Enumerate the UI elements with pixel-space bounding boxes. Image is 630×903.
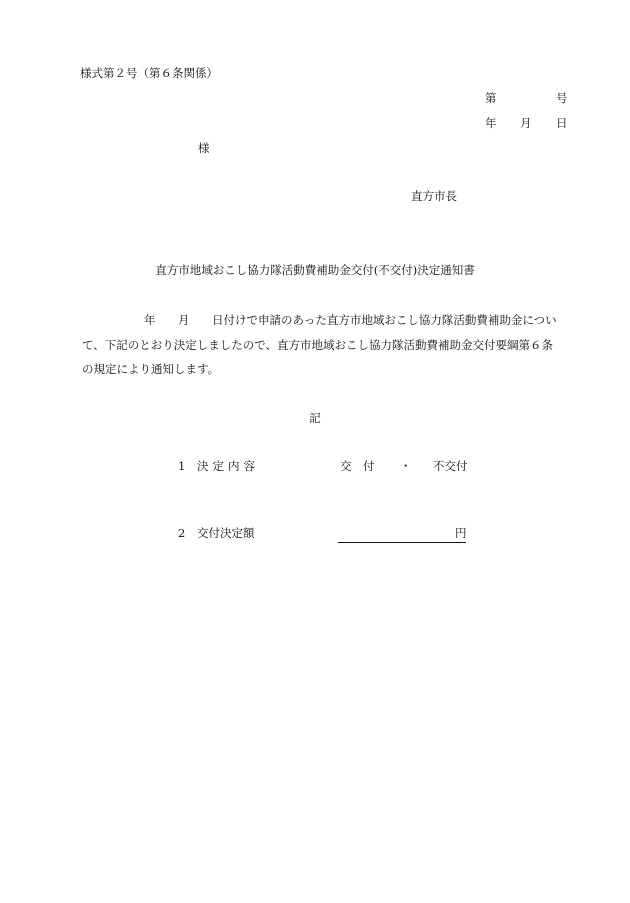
amount-underline	[338, 542, 466, 543]
addressee-suffix: 様	[198, 141, 210, 155]
item1-option-nongrant: 不交付	[433, 459, 468, 473]
item1-label: 決定内容	[197, 459, 259, 473]
body-line3: の規定により通知します。	[82, 362, 220, 376]
date-day: 日	[556, 116, 568, 130]
item1-number: 1	[178, 459, 186, 473]
issuer-name: 直方市長	[411, 189, 457, 203]
number-prefix: 第	[485, 91, 497, 105]
document-title: 直方市地域おこし協力隊活動費補助金交付(不交付)決定通知書	[155, 263, 475, 277]
body-line1: 日付けで申請のあった直方市地域おこし協力隊活動費補助金につい	[212, 313, 557, 327]
item1-option-grant: 交 付	[340, 459, 375, 473]
body-line2: て、下記のとおり決定しましたので、直方市地域おこし協力隊活動費補助金交付要綱第６条	[82, 338, 554, 352]
item1-separator: ・	[400, 459, 412, 473]
item2-label: 交付決定額	[197, 526, 255, 540]
date-year: 年	[485, 116, 497, 130]
body-year: 年	[144, 313, 156, 327]
number-suffix: 号	[556, 91, 568, 105]
item2-unit: 円	[455, 526, 467, 540]
body-month: 月	[178, 313, 190, 327]
date-month: 月	[520, 116, 532, 130]
form-label: 様式第２号（第６条関係）	[80, 66, 218, 80]
ki-heading: 記	[309, 411, 321, 425]
item2-number: 2	[178, 526, 186, 540]
